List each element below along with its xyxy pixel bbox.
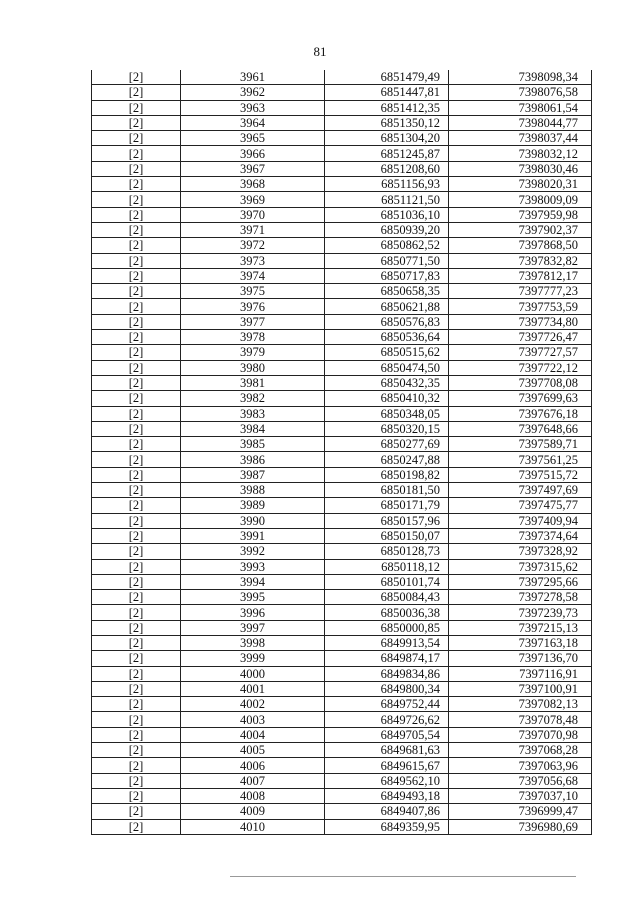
y-coordinate-cell: 7397722,12 bbox=[449, 360, 592, 375]
point-number-cell: 3976 bbox=[181, 299, 325, 314]
bottom-rule bbox=[230, 876, 576, 877]
point-number-cell: 3988 bbox=[181, 483, 325, 498]
table-row bbox=[92, 421, 592, 436]
x-coordinate-cell: 6850515,62 bbox=[325, 345, 449, 360]
table-row bbox=[92, 544, 592, 559]
point-number-cell: 3980 bbox=[181, 360, 325, 375]
row-reference-cell: [2] bbox=[92, 651, 181, 666]
row-reference-cell: [2] bbox=[92, 712, 181, 727]
y-coordinate-cell: 7397037,10 bbox=[449, 788, 592, 803]
point-number-cell: 3969 bbox=[181, 192, 325, 207]
x-coordinate-cell: 6850432,35 bbox=[325, 375, 449, 390]
x-coordinate-cell: 6851245,87 bbox=[325, 146, 449, 161]
x-coordinate-cell: 6851121,50 bbox=[325, 192, 449, 207]
x-coordinate-cell: 6851156,93 bbox=[325, 177, 449, 192]
y-coordinate-cell: 7398061,54 bbox=[449, 100, 592, 115]
point-number-cell: 3975 bbox=[181, 284, 325, 299]
y-coordinate-cell: 7397959,98 bbox=[449, 207, 592, 222]
y-coordinate-cell: 7397868,50 bbox=[449, 238, 592, 253]
table-row bbox=[92, 712, 592, 727]
y-coordinate-cell: 7397063,96 bbox=[449, 758, 592, 773]
point-number-cell: 3967 bbox=[181, 161, 325, 176]
table-row bbox=[92, 146, 592, 161]
y-coordinate-cell: 7398020,31 bbox=[449, 177, 592, 192]
y-coordinate-cell: 7397734,80 bbox=[449, 314, 592, 329]
point-number-cell: 3990 bbox=[181, 513, 325, 528]
table-row bbox=[92, 161, 592, 176]
table-row bbox=[92, 590, 592, 605]
y-coordinate-cell: 7397315,62 bbox=[449, 559, 592, 574]
row-reference-cell: [2] bbox=[92, 238, 181, 253]
point-number-cell: 3993 bbox=[181, 559, 325, 574]
table-row bbox=[92, 773, 592, 788]
point-number-cell: 3979 bbox=[181, 345, 325, 360]
row-reference-cell: [2] bbox=[92, 559, 181, 574]
table-row bbox=[92, 375, 592, 390]
point-number-cell: 3977 bbox=[181, 314, 325, 329]
table-row bbox=[92, 666, 592, 681]
y-coordinate-cell: 7397068,28 bbox=[449, 743, 592, 758]
x-coordinate-cell: 6850939,20 bbox=[325, 222, 449, 237]
row-reference-cell: [2] bbox=[92, 161, 181, 176]
y-coordinate-cell: 7398076,58 bbox=[449, 85, 592, 100]
point-number-cell: 3985 bbox=[181, 437, 325, 452]
y-coordinate-cell: 7398098,34 bbox=[449, 70, 592, 85]
table-row bbox=[92, 115, 592, 130]
y-coordinate-cell: 7397100,91 bbox=[449, 681, 592, 696]
x-coordinate-cell: 6849752,44 bbox=[325, 697, 449, 712]
table-row bbox=[92, 574, 592, 589]
x-coordinate-cell: 6849874,17 bbox=[325, 651, 449, 666]
row-reference-cell: [2] bbox=[92, 253, 181, 268]
x-coordinate-cell: 6849562,10 bbox=[325, 773, 449, 788]
table-row bbox=[92, 467, 592, 482]
x-coordinate-cell: 6849913,54 bbox=[325, 635, 449, 650]
x-coordinate-cell: 6849726,62 bbox=[325, 712, 449, 727]
y-coordinate-cell: 7397078,48 bbox=[449, 712, 592, 727]
row-reference-cell: [2] bbox=[92, 177, 181, 192]
point-number-cell: 4003 bbox=[181, 712, 325, 727]
y-coordinate-cell: 7397082,13 bbox=[449, 697, 592, 712]
x-coordinate-cell: 6850036,38 bbox=[325, 605, 449, 620]
row-reference-cell: [2] bbox=[92, 788, 181, 803]
x-coordinate-cell: 6850862,52 bbox=[325, 238, 449, 253]
x-coordinate-cell: 6850171,79 bbox=[325, 498, 449, 513]
x-coordinate-cell: 6850101,74 bbox=[325, 574, 449, 589]
x-coordinate-cell: 6849407,86 bbox=[325, 804, 449, 819]
row-reference-cell: [2] bbox=[92, 528, 181, 543]
x-coordinate-cell: 6851412,35 bbox=[325, 100, 449, 115]
row-reference-cell: [2] bbox=[92, 544, 181, 559]
x-coordinate-cell: 6851208,60 bbox=[325, 161, 449, 176]
x-coordinate-cell: 6849359,95 bbox=[325, 819, 449, 834]
y-coordinate-cell: 7397832,82 bbox=[449, 253, 592, 268]
x-coordinate-cell: 6850474,50 bbox=[325, 360, 449, 375]
x-coordinate-cell: 6849615,67 bbox=[325, 758, 449, 773]
point-number-cell: 3998 bbox=[181, 635, 325, 650]
y-coordinate-cell: 7397648,66 bbox=[449, 421, 592, 436]
point-number-cell: 4001 bbox=[181, 681, 325, 696]
row-reference-cell: [2] bbox=[92, 437, 181, 452]
table-row bbox=[92, 498, 592, 513]
table-row bbox=[92, 437, 592, 452]
x-coordinate-cell: 6850658,35 bbox=[325, 284, 449, 299]
point-number-cell: 3996 bbox=[181, 605, 325, 620]
y-coordinate-cell: 7397475,77 bbox=[449, 498, 592, 513]
point-number-cell: 4005 bbox=[181, 743, 325, 758]
x-coordinate-cell: 6850247,88 bbox=[325, 452, 449, 467]
y-coordinate-cell: 7397215,13 bbox=[449, 620, 592, 635]
y-coordinate-cell: 7398037,44 bbox=[449, 131, 592, 146]
x-coordinate-cell: 6850000,85 bbox=[325, 620, 449, 635]
x-coordinate-cell: 6851479,49 bbox=[325, 70, 449, 85]
row-reference-cell: [2] bbox=[92, 697, 181, 712]
table-row bbox=[92, 483, 592, 498]
x-coordinate-cell: 6850717,83 bbox=[325, 268, 449, 283]
x-coordinate-cell: 6850128,73 bbox=[325, 544, 449, 559]
row-reference-cell: [2] bbox=[92, 666, 181, 681]
row-reference-cell: [2] bbox=[92, 452, 181, 467]
point-number-cell: 4002 bbox=[181, 697, 325, 712]
x-coordinate-cell: 6849800,34 bbox=[325, 681, 449, 696]
table-row bbox=[92, 620, 592, 635]
point-number-cell: 3994 bbox=[181, 574, 325, 589]
point-number-cell: 4008 bbox=[181, 788, 325, 803]
coordinates-table-body bbox=[92, 70, 592, 834]
y-coordinate-cell: 7397902,37 bbox=[449, 222, 592, 237]
point-number-cell: 3972 bbox=[181, 238, 325, 253]
point-number-cell: 3962 bbox=[181, 85, 325, 100]
table-row bbox=[92, 635, 592, 650]
y-coordinate-cell: 7397561,25 bbox=[449, 452, 592, 467]
coordinates-table-container bbox=[91, 70, 592, 835]
x-coordinate-cell: 6850181,50 bbox=[325, 483, 449, 498]
y-coordinate-cell: 7397726,47 bbox=[449, 330, 592, 345]
x-coordinate-cell: 6849834,86 bbox=[325, 666, 449, 681]
y-coordinate-cell: 7397278,58 bbox=[449, 590, 592, 605]
y-coordinate-cell: 7397589,71 bbox=[449, 437, 592, 452]
x-coordinate-cell: 6850536,64 bbox=[325, 330, 449, 345]
table-row bbox=[92, 758, 592, 773]
point-number-cell: 4004 bbox=[181, 727, 325, 742]
x-coordinate-cell: 6849705,54 bbox=[325, 727, 449, 742]
table-row bbox=[92, 238, 592, 253]
x-coordinate-cell: 6850576,83 bbox=[325, 314, 449, 329]
table-row bbox=[92, 192, 592, 207]
row-reference-cell: [2] bbox=[92, 467, 181, 482]
row-reference-cell: [2] bbox=[92, 85, 181, 100]
table-row bbox=[92, 559, 592, 574]
row-reference-cell: [2] bbox=[92, 590, 181, 605]
row-reference-cell: [2] bbox=[92, 620, 181, 635]
row-reference-cell: [2] bbox=[92, 406, 181, 421]
y-coordinate-cell: 7397295,66 bbox=[449, 574, 592, 589]
row-reference-cell: [2] bbox=[92, 222, 181, 237]
point-number-cell: 3963 bbox=[181, 100, 325, 115]
point-number-cell: 4006 bbox=[181, 758, 325, 773]
row-reference-cell: [2] bbox=[92, 314, 181, 329]
row-reference-cell: [2] bbox=[92, 727, 181, 742]
x-coordinate-cell: 6850084,43 bbox=[325, 590, 449, 605]
point-number-cell: 4009 bbox=[181, 804, 325, 819]
point-number-cell: 3981 bbox=[181, 375, 325, 390]
y-coordinate-cell: 7397374,64 bbox=[449, 528, 592, 543]
row-reference-cell: [2] bbox=[92, 345, 181, 360]
y-coordinate-cell: 7397239,73 bbox=[449, 605, 592, 620]
row-reference-cell: [2] bbox=[92, 498, 181, 513]
table-row bbox=[92, 406, 592, 421]
table-row bbox=[92, 819, 592, 834]
point-number-cell: 3991 bbox=[181, 528, 325, 543]
y-coordinate-cell: 7398009,09 bbox=[449, 192, 592, 207]
table-row bbox=[92, 513, 592, 528]
table-row bbox=[92, 299, 592, 314]
point-number-cell: 3982 bbox=[181, 391, 325, 406]
point-number-cell: 4007 bbox=[181, 773, 325, 788]
table-row bbox=[92, 452, 592, 467]
row-reference-cell: [2] bbox=[92, 483, 181, 498]
point-number-cell: 3973 bbox=[181, 253, 325, 268]
point-number-cell: 3989 bbox=[181, 498, 325, 513]
table-row bbox=[92, 284, 592, 299]
table-row bbox=[92, 70, 592, 85]
row-reference-cell: [2] bbox=[92, 819, 181, 834]
point-number-cell: 3964 bbox=[181, 115, 325, 130]
y-coordinate-cell: 7398044,77 bbox=[449, 115, 592, 130]
row-reference-cell: [2] bbox=[92, 605, 181, 620]
row-reference-cell: [2] bbox=[92, 513, 181, 528]
x-coordinate-cell: 6850118,12 bbox=[325, 559, 449, 574]
point-number-cell: 3987 bbox=[181, 467, 325, 482]
y-coordinate-cell: 7397497,69 bbox=[449, 483, 592, 498]
point-number-cell: 4000 bbox=[181, 666, 325, 681]
row-reference-cell: [2] bbox=[92, 758, 181, 773]
point-number-cell: 3984 bbox=[181, 421, 325, 436]
row-reference-cell: [2] bbox=[92, 421, 181, 436]
table-row bbox=[92, 131, 592, 146]
table-row bbox=[92, 528, 592, 543]
table-row bbox=[92, 727, 592, 742]
x-coordinate-cell: 6851350,12 bbox=[325, 115, 449, 130]
x-coordinate-cell: 6850277,69 bbox=[325, 437, 449, 452]
row-reference-cell: [2] bbox=[92, 804, 181, 819]
x-coordinate-cell: 6850150,07 bbox=[325, 528, 449, 543]
y-coordinate-cell: 7397515,72 bbox=[449, 467, 592, 482]
point-number-cell: 3974 bbox=[181, 268, 325, 283]
y-coordinate-cell: 7397699,63 bbox=[449, 391, 592, 406]
table-row bbox=[92, 207, 592, 222]
row-reference-cell: [2] bbox=[92, 635, 181, 650]
table-row bbox=[92, 100, 592, 115]
row-reference-cell: [2] bbox=[92, 131, 181, 146]
y-coordinate-cell: 7396999,47 bbox=[449, 804, 592, 819]
y-coordinate-cell: 7397708,08 bbox=[449, 375, 592, 390]
row-reference-cell: [2] bbox=[92, 100, 181, 115]
x-coordinate-cell: 6851304,20 bbox=[325, 131, 449, 146]
y-coordinate-cell: 7397753,59 bbox=[449, 299, 592, 314]
y-coordinate-cell: 7397727,57 bbox=[449, 345, 592, 360]
coordinates-table bbox=[91, 70, 592, 835]
row-reference-cell: [2] bbox=[92, 360, 181, 375]
x-coordinate-cell: 6851036,10 bbox=[325, 207, 449, 222]
point-number-cell: 3992 bbox=[181, 544, 325, 559]
y-coordinate-cell: 7397070,98 bbox=[449, 727, 592, 742]
table-row bbox=[92, 314, 592, 329]
x-coordinate-cell: 6850157,96 bbox=[325, 513, 449, 528]
table-row bbox=[92, 651, 592, 666]
row-reference-cell: [2] bbox=[92, 681, 181, 696]
x-coordinate-cell: 6850320,15 bbox=[325, 421, 449, 436]
point-number-cell: 4010 bbox=[181, 819, 325, 834]
x-coordinate-cell: 6850348,05 bbox=[325, 406, 449, 421]
y-coordinate-cell: 7396980,69 bbox=[449, 819, 592, 834]
row-reference-cell: [2] bbox=[92, 146, 181, 161]
table-row bbox=[92, 788, 592, 803]
row-reference-cell: [2] bbox=[92, 391, 181, 406]
table-row bbox=[92, 391, 592, 406]
table-row bbox=[92, 605, 592, 620]
table-row bbox=[92, 360, 592, 375]
x-coordinate-cell: 6849493,18 bbox=[325, 788, 449, 803]
x-coordinate-cell: 6849681,63 bbox=[325, 743, 449, 758]
x-coordinate-cell: 6850410,32 bbox=[325, 391, 449, 406]
row-reference-cell: [2] bbox=[92, 574, 181, 589]
point-number-cell: 3983 bbox=[181, 406, 325, 421]
row-reference-cell: [2] bbox=[92, 207, 181, 222]
y-coordinate-cell: 7397676,18 bbox=[449, 406, 592, 421]
row-reference-cell: [2] bbox=[92, 299, 181, 314]
x-coordinate-cell: 6850198,82 bbox=[325, 467, 449, 482]
row-reference-cell: [2] bbox=[92, 115, 181, 130]
point-number-cell: 3961 bbox=[181, 70, 325, 85]
y-coordinate-cell: 7397116,91 bbox=[449, 666, 592, 681]
row-reference-cell: [2] bbox=[92, 773, 181, 788]
point-number-cell: 3965 bbox=[181, 131, 325, 146]
point-number-cell: 3995 bbox=[181, 590, 325, 605]
point-number-cell: 3986 bbox=[181, 452, 325, 467]
y-coordinate-cell: 7397056,68 bbox=[449, 773, 592, 788]
page-number: 81 bbox=[313, 44, 327, 59]
point-number-cell: 3999 bbox=[181, 651, 325, 666]
table-row bbox=[92, 743, 592, 758]
table-row bbox=[92, 681, 592, 696]
y-coordinate-cell: 7397777,23 bbox=[449, 284, 592, 299]
y-coordinate-cell: 7397328,92 bbox=[449, 544, 592, 559]
point-number-cell: 3978 bbox=[181, 330, 325, 345]
y-coordinate-cell: 7397136,70 bbox=[449, 651, 592, 666]
row-reference-cell: [2] bbox=[92, 268, 181, 283]
row-reference-cell: [2] bbox=[92, 330, 181, 345]
row-reference-cell: [2] bbox=[92, 192, 181, 207]
x-coordinate-cell: 6851447,81 bbox=[325, 85, 449, 100]
table-row bbox=[92, 345, 592, 360]
table-row bbox=[92, 330, 592, 345]
row-reference-cell: [2] bbox=[92, 743, 181, 758]
table-row bbox=[92, 268, 592, 283]
point-number-cell: 3971 bbox=[181, 222, 325, 237]
point-number-cell: 3970 bbox=[181, 207, 325, 222]
table-row bbox=[92, 177, 592, 192]
table-row bbox=[92, 253, 592, 268]
y-coordinate-cell: 7398030,46 bbox=[449, 161, 592, 176]
table-row bbox=[92, 222, 592, 237]
y-coordinate-cell: 7398032,12 bbox=[449, 146, 592, 161]
point-number-cell: 3968 bbox=[181, 177, 325, 192]
y-coordinate-cell: 7397163,18 bbox=[449, 635, 592, 650]
x-coordinate-cell: 6850771,50 bbox=[325, 253, 449, 268]
table-row bbox=[92, 804, 592, 819]
row-reference-cell: [2] bbox=[92, 70, 181, 85]
table-row bbox=[92, 85, 592, 100]
row-reference-cell: [2] bbox=[92, 284, 181, 299]
point-number-cell: 3997 bbox=[181, 620, 325, 635]
row-reference-cell: [2] bbox=[92, 375, 181, 390]
y-coordinate-cell: 7397409,94 bbox=[449, 513, 592, 528]
x-coordinate-cell: 6850621,88 bbox=[325, 299, 449, 314]
point-number-cell: 3966 bbox=[181, 146, 325, 161]
table-row bbox=[92, 697, 592, 712]
y-coordinate-cell: 7397812,17 bbox=[449, 268, 592, 283]
